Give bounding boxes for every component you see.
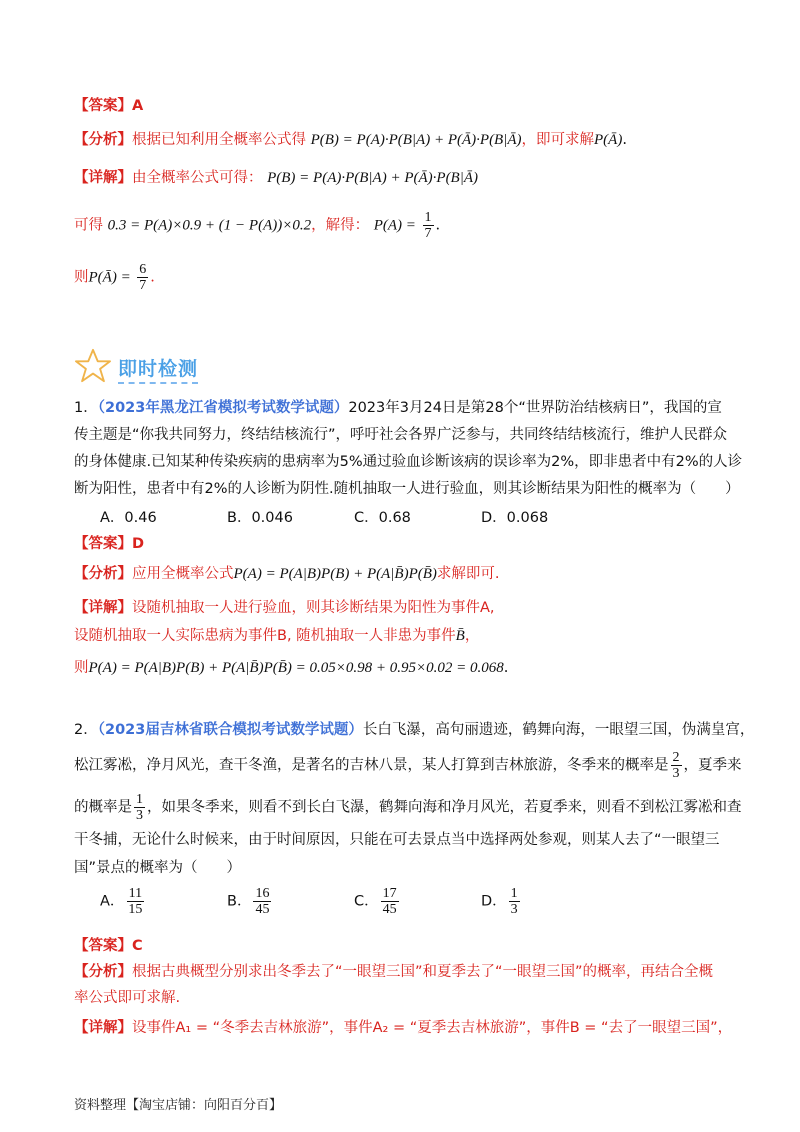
detail-text: 由全概率公式可得： xyxy=(132,170,263,186)
frac-num: 17 xyxy=(382,886,397,901)
answer-value: C xyxy=(132,938,143,954)
analysis-text: 根据已知利用全概率公式得 xyxy=(132,132,306,148)
step1-fraction xyxy=(423,210,434,241)
q2-text-2b: ，夏季来 xyxy=(683,757,742,774)
q2-detail-line xyxy=(74,1018,732,1038)
step1-result: P(A) = xyxy=(373,217,416,234)
q2-text-3b: ，如果冬季来，则看不到长白飞瀑，鹤舞向海和净月风光，若夏季来，则看不到松江雾凇和查 xyxy=(147,799,742,816)
q2-options xyxy=(100,886,608,917)
prev-answer-line xyxy=(74,96,143,116)
q2-summer-fraction xyxy=(134,792,145,823)
detail-text: 设事件A₁ = “冬季去吉林旅游”，事件A₂ = “夏季去吉林旅游”，事件B = “去了一眼望三国”， xyxy=(132,1020,733,1036)
frac-num: 1 xyxy=(510,886,518,901)
answer-tag: 【答案】 xyxy=(74,536,132,552)
q1-line1 xyxy=(74,398,722,418)
prev-step1-line: 可得 0.3 = P(A)×0.9 + (1 − P(A))×0.2，解得： P(A) = $\frac{1}{7}$ . xyxy=(74,210,441,241)
q2-line1 xyxy=(74,720,754,740)
frac-den: 3 xyxy=(136,808,143,823)
frac-den: 45 xyxy=(382,902,397,917)
detail-text: 设随机抽取一人进行验血，则其诊断结果为阳性为事件A, xyxy=(132,600,495,616)
answer-value: D xyxy=(132,536,145,552)
option-fraction xyxy=(253,886,271,917)
prev-analysis-line: 【分析】根据已知利用全概率公式得 P(B) = P(A)·P(B|A) + P(Ā)·P(B|Ā)，即可求解P(Ā). xyxy=(74,132,627,148)
detail-tag: 【详解】 xyxy=(74,170,132,186)
q2-source: （2023届吉林省联合模拟考试数学试题） xyxy=(97,722,363,738)
step2-fraction xyxy=(137,262,148,293)
frac-den: 3 xyxy=(672,766,680,781)
analysis-formula: P(B) = P(A)·P(B|A) + P(Ā)·P(B|Ā) xyxy=(310,132,522,148)
q2-option-c[interactable] xyxy=(354,886,481,917)
option-label: B． xyxy=(227,893,252,910)
q2-line3 xyxy=(74,792,742,823)
q2-winter-fraction xyxy=(671,750,682,781)
q2-text-3a: 的概率是 xyxy=(74,799,132,816)
q2-analysis-line2: 率公式即可求解. xyxy=(74,990,181,1006)
q2-line5: 国”景点的概率为（ ） xyxy=(74,860,242,876)
answer-tag: 【答案】 xyxy=(74,98,132,114)
q2-text-2a: 松江雾凇，净月风光，查干冬渔，是著名的吉林八景，某人打算到吉林旅游，冬季来的概率是 xyxy=(74,757,669,774)
q2-text-1: 长白飞瀑，高句丽遗迹，鹤舞向海，一眼望三国，伪满皇宫， xyxy=(362,722,755,738)
q2-line2 xyxy=(74,750,742,781)
option-fraction xyxy=(126,886,144,917)
q1-detail-line1 xyxy=(74,598,495,618)
frac-num: 1 xyxy=(424,210,432,225)
prev-step2-line: 则P(Ā) = $\frac{6}{7}$ . xyxy=(74,262,155,293)
star-outline-icon xyxy=(74,348,112,384)
analysis-target: P(Ā) xyxy=(594,132,623,148)
option-fraction xyxy=(509,886,520,917)
prev-detail-line xyxy=(74,168,478,188)
detail-tag: 【详解】 xyxy=(74,600,132,616)
section-underline xyxy=(118,382,198,384)
detail-formula: P(A) = P(A|B)P(B) + P(A|B̄)P(B̄) = 0.05×0.98 + 0.95×0.02 = 0.068 xyxy=(88,660,504,676)
q1-number: 1． xyxy=(74,400,98,416)
q1-line4: 断为阳性，患者中有2%的人诊断为阴性.随机抽取一人进行验血，则其诊断结果为阳性的概率为（ ） xyxy=(74,481,740,497)
option-label: D． xyxy=(481,893,507,910)
detail-tag: 【详解】 xyxy=(74,1020,132,1036)
q1-options xyxy=(100,506,608,527)
frac-num: 16 xyxy=(255,886,270,901)
q1-option-a[interactable]: A．0.46 xyxy=(100,510,157,526)
q1-option-c[interactable]: C．0.68 xyxy=(354,510,411,526)
detail-text: ， xyxy=(464,628,480,644)
analysis-formula: P(A) = P(A|B)P(B) + P(A|B̄)P(B̄) xyxy=(233,566,437,582)
q1-option-b[interactable]: B．0.046 xyxy=(227,510,293,526)
analysis-suffix: ，即可求解 xyxy=(521,132,595,148)
frac-den: 45 xyxy=(255,902,270,917)
option-label: C． xyxy=(354,893,379,910)
q2-answer-line xyxy=(74,936,143,956)
analysis-text: 应用全概率公式 xyxy=(132,566,234,582)
analysis-suffix: 求解即可. xyxy=(436,566,500,582)
event-symbol: B̄ xyxy=(455,628,465,644)
frac-den: 7 xyxy=(139,278,147,293)
section-title: 即时检测 xyxy=(118,358,199,380)
answer-tag: 【答案】 xyxy=(74,938,132,954)
q1-answer-line xyxy=(74,534,144,554)
page-footer: 资料整理【淘宝店铺：向阳百分百】 xyxy=(74,1098,283,1113)
detail-text: 设随机抽取一人实际患病为事件B, 随机抽取一人非患为事件 xyxy=(74,628,456,644)
analysis-text: 根据古典概型分别求出冬季去了“一眼望三国”和夏季去了“一眼望三国”的概率，再结合全概 xyxy=(132,964,714,980)
q2-line4: 干冬捕，无论什么时候来，由于时间原因，只能在可去景点当中选择两处参观，则某人去了“一眼望三 xyxy=(74,832,720,848)
frac-num: 2 xyxy=(672,750,680,765)
step1-formula: 0.3 = P(A)×0.9 + (1 − P(A))×0.2 xyxy=(107,217,312,234)
q1-detail-line2 xyxy=(74,626,479,646)
detail-formula: P(B) = P(A)·P(B|A) + P(Ā)·P(B|Ā) xyxy=(267,170,479,186)
q1-line3: 的身体健康.已知某种传染疾病的患病率为5%通过验血诊断该病的误诊率为2%，即非患者中有2%的人诊 xyxy=(74,454,743,470)
frac-num: 6 xyxy=(139,262,147,277)
detail-prefix: 则 xyxy=(74,660,89,676)
option-fraction xyxy=(381,886,399,917)
frac-num: 11 xyxy=(128,886,143,901)
q1-detail-line3: 则P(A) = P(A|B)P(B) + P(A|B̄)P(B̄) = 0.05×0.98 + 0.95×0.02 = 0.068. xyxy=(74,660,509,676)
step2-result: P(Ā) = xyxy=(88,269,131,286)
q2-option-d[interactable] xyxy=(481,886,608,917)
q2-option-a[interactable] xyxy=(100,886,227,917)
answer-value: A xyxy=(132,98,144,114)
q1-source: （2023年黑龙江省模拟考试数学试题） xyxy=(97,400,349,416)
analysis-tag: 【分析】 xyxy=(74,132,132,148)
analysis-tag: 【分析】 xyxy=(74,566,132,582)
frac-num: 1 xyxy=(136,792,143,807)
q2-option-b[interactable] xyxy=(227,886,354,917)
q1-line2: 传主题是“你我共同努力，终结结核流行”，呼吁社会各界广泛参与，共同终结结核流行，维护人民群众 xyxy=(74,427,728,443)
frac-den: 7 xyxy=(424,226,432,241)
frac-den: 15 xyxy=(128,902,143,917)
step1-prefix: 可得 xyxy=(74,217,103,234)
q1-analysis-line xyxy=(74,564,500,584)
q1-option-d[interactable]: D．0.068 xyxy=(481,510,549,526)
frac-den: 3 xyxy=(510,902,518,917)
analysis-tag: 【分析】 xyxy=(74,964,132,980)
q2-analysis-line1 xyxy=(74,962,713,982)
step2-prefix: 则 xyxy=(74,269,89,286)
q1-text-1: 2023年3月24日是第28个“世界防治结核病日”，我国的宣 xyxy=(348,400,722,416)
step1-mid: ，解得： xyxy=(311,217,370,234)
q2-number: 2． xyxy=(74,722,98,738)
option-label: A． xyxy=(100,893,125,910)
